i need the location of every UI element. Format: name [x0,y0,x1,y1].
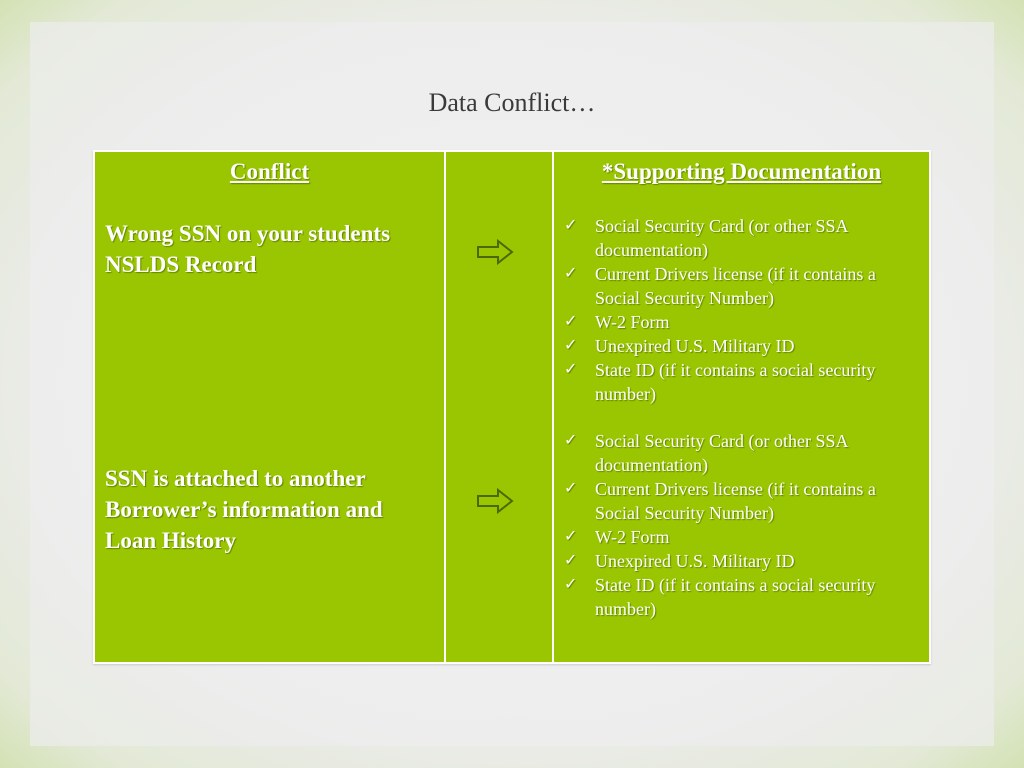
list-item [564,525,923,549]
list-item-label: Social Security Card (or other SSA documentation) [595,216,848,260]
conflict-item-2: SSN is attached to another Borrower’s information and Loan History [105,466,383,553]
conflict-heading: Conflict [229,159,310,184]
documentation-list-2 [564,429,923,621]
check-icon: ✓ [564,265,578,282]
list-item-label: Unexpired U.S. Military ID [595,551,795,571]
right-arrow-icon [476,488,514,514]
list-item-label: Current Drivers license (if it contains a Social Security Number) [595,264,876,308]
list-item-label: Current Drivers license (if it contains a Social Security Number) [595,479,876,523]
list-item [564,429,923,477]
list-item [564,573,923,621]
list-item-label: W-2 Form [595,527,670,547]
list-item [564,334,923,358]
list-item [564,310,923,334]
check-icon: ✓ [564,432,578,449]
check-icon: ✓ [564,480,578,497]
list-item [564,358,923,406]
right-arrow-icon [476,239,514,265]
check-icon: ✓ [564,361,578,378]
list-item-label: State ID (if it contains a social security number) [595,360,876,404]
documentation-list-1 [564,214,923,406]
list-item-label: Social Security Card (or other SSA documentation) [595,431,848,475]
list-item-label: W-2 Form [595,312,670,332]
documentation-heading: *Supporting Documentation [601,159,882,184]
conflict-column [95,152,444,662]
slide-title: Data Conflict… [428,88,596,117]
list-item [564,214,923,262]
check-icon: ✓ [564,576,578,593]
check-icon: ✓ [564,313,578,330]
conflict-table [93,150,931,664]
check-icon: ✓ [564,528,578,545]
conflict-item-1: Wrong SSN on your students NSLDS Record [105,221,391,277]
list-item-label: State ID (if it contains a social security number) [595,575,876,619]
check-icon: ✓ [564,217,578,234]
list-item [564,549,923,573]
check-icon: ✓ [564,552,578,569]
list-item-label: Unexpired U.S. Military ID [595,336,795,356]
list-item [564,262,923,310]
check-icon: ✓ [564,337,578,354]
list-item [564,477,923,525]
documentation-column [554,152,929,662]
arrow-column [446,152,552,662]
